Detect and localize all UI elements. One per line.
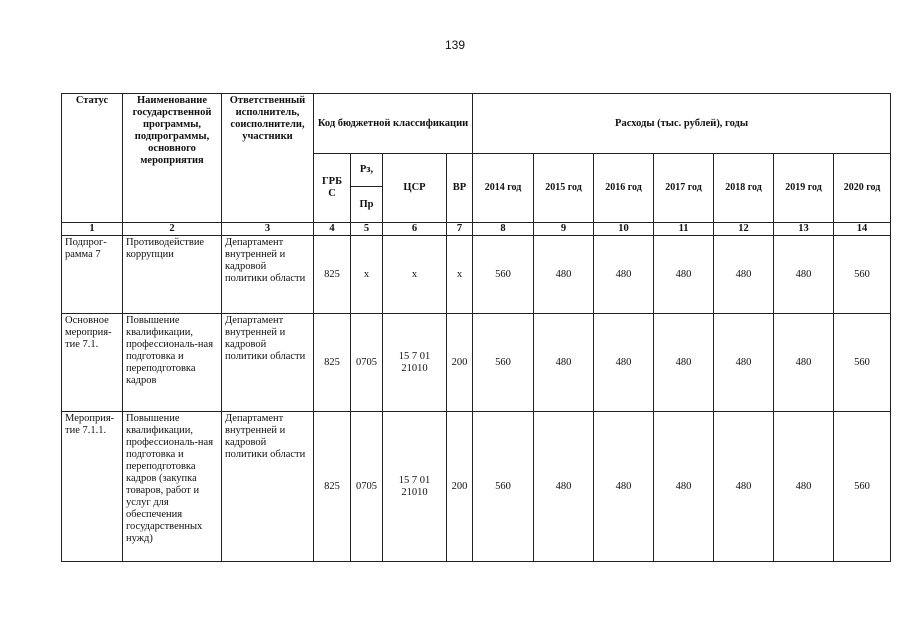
header-expenses: Расходы (тыс. рублей), годы bbox=[473, 94, 891, 154]
row-name: Противодействие коррупции bbox=[123, 236, 222, 314]
column-number: 12 bbox=[714, 223, 774, 236]
row-csr: 15 7 01 21010 bbox=[383, 314, 447, 412]
row-csr: 15 7 01 21010 bbox=[383, 412, 447, 562]
row-value: 480 bbox=[714, 314, 774, 412]
header-pr: Пр bbox=[351, 187, 383, 223]
row-value: 480 bbox=[594, 314, 654, 412]
page-number: 139 bbox=[444, 38, 466, 52]
row-value: 480 bbox=[594, 236, 654, 314]
row-responsible: Департамент внутренней и кадровой политики области bbox=[222, 314, 314, 412]
header-grbs: ГРБ С bbox=[314, 154, 351, 223]
row-status: Подпрог-рамма 7 bbox=[62, 236, 123, 314]
row-value: 480 bbox=[654, 412, 714, 562]
column-number: 6 bbox=[383, 223, 447, 236]
column-number: 3 bbox=[222, 223, 314, 236]
row-value: 560 bbox=[473, 314, 534, 412]
column-number: 4 bbox=[314, 223, 351, 236]
header-year: 2019 год bbox=[774, 154, 834, 223]
row-value: 560 bbox=[473, 412, 534, 562]
table-row bbox=[62, 236, 891, 314]
row-value: 480 bbox=[654, 236, 714, 314]
row-value: 480 bbox=[714, 412, 774, 562]
row-name: Повышение квалификации, профессиональ-ная подготовка и переподготовка кадров (закупка товаров, работ и услуг для обеспечения государственных нужд) bbox=[123, 412, 222, 562]
header-rz: Рз, bbox=[351, 154, 383, 187]
row-name: Повышение квалификации, профессиональ-ная подготовка и переподготовка кадров bbox=[123, 314, 222, 412]
header-responsible: Ответственный исполнитель, соисполнители, участники bbox=[222, 94, 314, 223]
header-vr: ВР bbox=[447, 154, 473, 223]
column-number: 2 bbox=[123, 223, 222, 236]
table-row bbox=[62, 314, 891, 412]
row-grbs: 825 bbox=[314, 236, 351, 314]
header-year: 2015 год bbox=[534, 154, 594, 223]
column-number: 9 bbox=[534, 223, 594, 236]
column-number: 13 bbox=[774, 223, 834, 236]
row-value: 480 bbox=[774, 314, 834, 412]
row-value: 560 bbox=[834, 412, 891, 562]
row-rzpr: х bbox=[351, 236, 383, 314]
row-rzpr: 0705 bbox=[351, 412, 383, 562]
row-vr: 200 bbox=[447, 412, 473, 562]
header-year: 2020 год bbox=[834, 154, 891, 223]
header-year: 2016 год bbox=[594, 154, 654, 223]
row-value: 480 bbox=[654, 314, 714, 412]
budget-table bbox=[61, 93, 891, 562]
column-number: 1 bbox=[62, 223, 123, 236]
row-value: 480 bbox=[714, 236, 774, 314]
row-value: 560 bbox=[834, 314, 891, 412]
header-year: 2017 год bbox=[654, 154, 714, 223]
row-value: 560 bbox=[834, 236, 891, 314]
row-value: 480 bbox=[534, 236, 594, 314]
row-csr: х bbox=[383, 236, 447, 314]
row-rzpr: 0705 bbox=[351, 314, 383, 412]
row-value: 480 bbox=[774, 412, 834, 562]
column-number: 7 bbox=[447, 223, 473, 236]
header-year: 2018 год bbox=[714, 154, 774, 223]
row-responsible: Департамент внутренней и кадровой политики области bbox=[222, 412, 314, 562]
row-value: 480 bbox=[594, 412, 654, 562]
column-number: 8 bbox=[473, 223, 534, 236]
column-number: 10 bbox=[594, 223, 654, 236]
column-number: 11 bbox=[654, 223, 714, 236]
row-grbs: 825 bbox=[314, 412, 351, 562]
table-row bbox=[62, 412, 891, 562]
row-value: 560 bbox=[473, 236, 534, 314]
row-value: 480 bbox=[534, 314, 594, 412]
column-number: 14 bbox=[834, 223, 891, 236]
header-year: 2014 год bbox=[473, 154, 534, 223]
row-grbs: 825 bbox=[314, 314, 351, 412]
row-status: Мероприя-тие 7.1.1. bbox=[62, 412, 123, 562]
row-value: 480 bbox=[774, 236, 834, 314]
row-vr: х bbox=[447, 236, 473, 314]
row-status: Основное мероприя-тие 7.1. bbox=[62, 314, 123, 412]
header-budget-code: Код бюджетной классификации bbox=[314, 94, 473, 154]
header-status: Статус bbox=[62, 94, 123, 223]
header-csr: ЦСР bbox=[383, 154, 447, 223]
column-number: 5 bbox=[351, 223, 383, 236]
row-value: 480 bbox=[534, 412, 594, 562]
row-responsible: Департамент внутренней и кадровой политики области bbox=[222, 236, 314, 314]
row-vr: 200 bbox=[447, 314, 473, 412]
header-name: Наименование государственной программы, подпрограммы, основного мероприятия bbox=[123, 94, 222, 223]
